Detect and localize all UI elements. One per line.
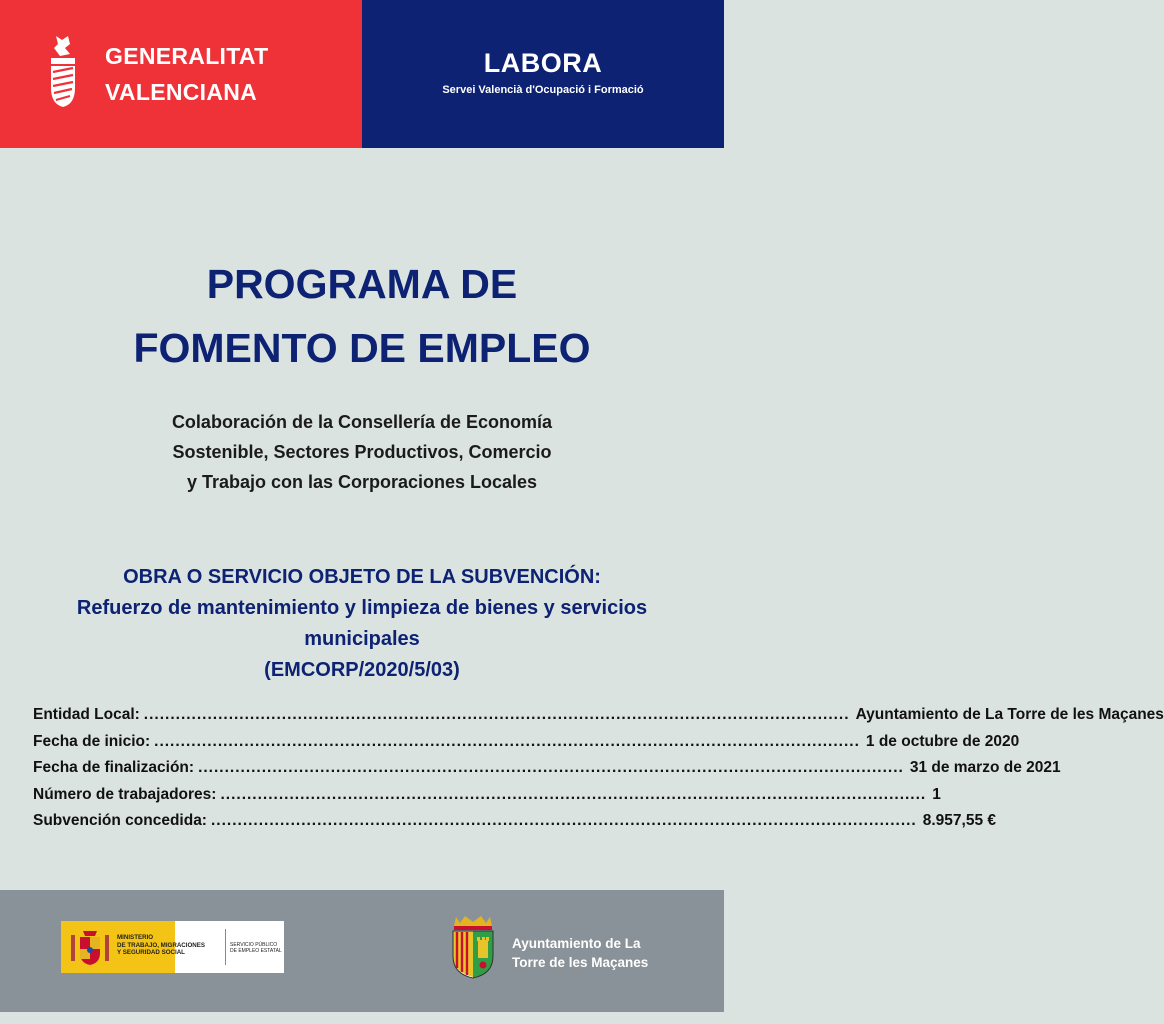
detail-row-trabajadores bbox=[33, 785, 941, 813]
detail-row-entidad bbox=[33, 706, 1164, 733]
detail-value: 1 bbox=[932, 785, 941, 803]
leader-dots: ..................................................................................................................................... bbox=[143, 706, 850, 723]
header bbox=[0, 0, 724, 148]
sepe-line1: SERVICIO PÚBLICO bbox=[230, 942, 278, 948]
detail-value: 31 de marzo de 2021 bbox=[909, 759, 1061, 776]
page-title bbox=[0, 252, 724, 380]
ayto-line2: Torre de les Maçanes bbox=[512, 955, 649, 970]
ministry-divider bbox=[225, 929, 226, 965]
detail-label: Fecha de inicio: bbox=[33, 732, 151, 750]
obra-heading: OBRA O SERVICIO OBJETO DE LA SUBVENCIÓN: bbox=[123, 566, 601, 588]
detail-value: 8.957,55 € bbox=[922, 812, 997, 829]
detail-label: Subvención concedida: bbox=[33, 812, 207, 829]
ministry-name bbox=[117, 934, 205, 957]
obra-code: (EMCORP/2020/5/03) bbox=[264, 659, 460, 681]
detail-label: Entidad Local: bbox=[33, 706, 140, 723]
bottom-strip bbox=[0, 1012, 724, 1024]
ayuntamiento-name bbox=[512, 934, 648, 972]
details-list bbox=[33, 706, 1164, 839]
detail-row-finalizacion bbox=[33, 759, 1061, 786]
ayto-line1: Ayuntamiento de La bbox=[512, 936, 641, 951]
obra-line1: Refuerzo de mantenimiento y limpieza de bienes y servicios bbox=[76, 597, 648, 619]
leader-dots: ..................................................................................................................................... bbox=[210, 812, 917, 829]
torre-macanes-shield-icon bbox=[448, 914, 498, 980]
detail-label: Fecha de finalización: bbox=[33, 759, 195, 776]
labora-subtitle: Servei Valencià d'Ocupació i Formació bbox=[442, 84, 644, 96]
collab-line1: Colaboración de la Consellería de Economía bbox=[171, 412, 553, 432]
generalitat-block bbox=[0, 0, 362, 148]
generalitat-emblem-icon bbox=[48, 34, 78, 108]
collab-line2: Sostenible, Sectores Productivos, Comercio bbox=[172, 442, 552, 462]
generalitat-line2: VALENCIANA bbox=[105, 79, 258, 105]
sepe-line2: DE EMPLEO ESTATAL bbox=[230, 948, 282, 954]
detail-label: Número de trabajadores: bbox=[33, 785, 217, 803]
generalitat-line1: GENERALITAT bbox=[105, 43, 269, 69]
labora-title: LABORA bbox=[483, 48, 603, 78]
labora-block bbox=[362, 0, 724, 148]
ministry-logo bbox=[61, 921, 284, 973]
title-line1: PROGRAMA DE bbox=[206, 261, 518, 307]
footer bbox=[0, 890, 724, 1012]
title-line2: FOMENTO DE EMPLEO bbox=[133, 325, 591, 371]
generalitat-name bbox=[105, 38, 268, 110]
detail-value: 1 de octubre de 2020 bbox=[865, 732, 1020, 750]
ministry-line1: MINISTERIO bbox=[117, 934, 154, 941]
collab-line3: y Trabajo con las Corporaciones Locales bbox=[186, 472, 538, 492]
ministry-line3: Y SEGURIDAD SOCIAL bbox=[117, 949, 185, 956]
collaboration-text bbox=[0, 407, 724, 497]
leader-dots: ..................................................................................................................................... bbox=[154, 732, 860, 750]
ministry-line2: DE TRABAJO, MIGRACIONES bbox=[117, 941, 206, 949]
obra-line2: municipales bbox=[304, 628, 420, 650]
sepe-name bbox=[230, 942, 282, 954]
leader-dots: ..................................................................................................................................... bbox=[198, 759, 904, 776]
detail-row-inicio bbox=[33, 732, 1020, 760]
spain-coat-of-arms-icon bbox=[69, 927, 111, 967]
detail-row-subvencion bbox=[33, 812, 997, 839]
detail-value: Ayuntamiento de La Torre de les Maçanes bbox=[855, 706, 1164, 723]
obra-section bbox=[20, 562, 704, 686]
leader-dots: ..................................................................................................................................... bbox=[220, 785, 927, 803]
